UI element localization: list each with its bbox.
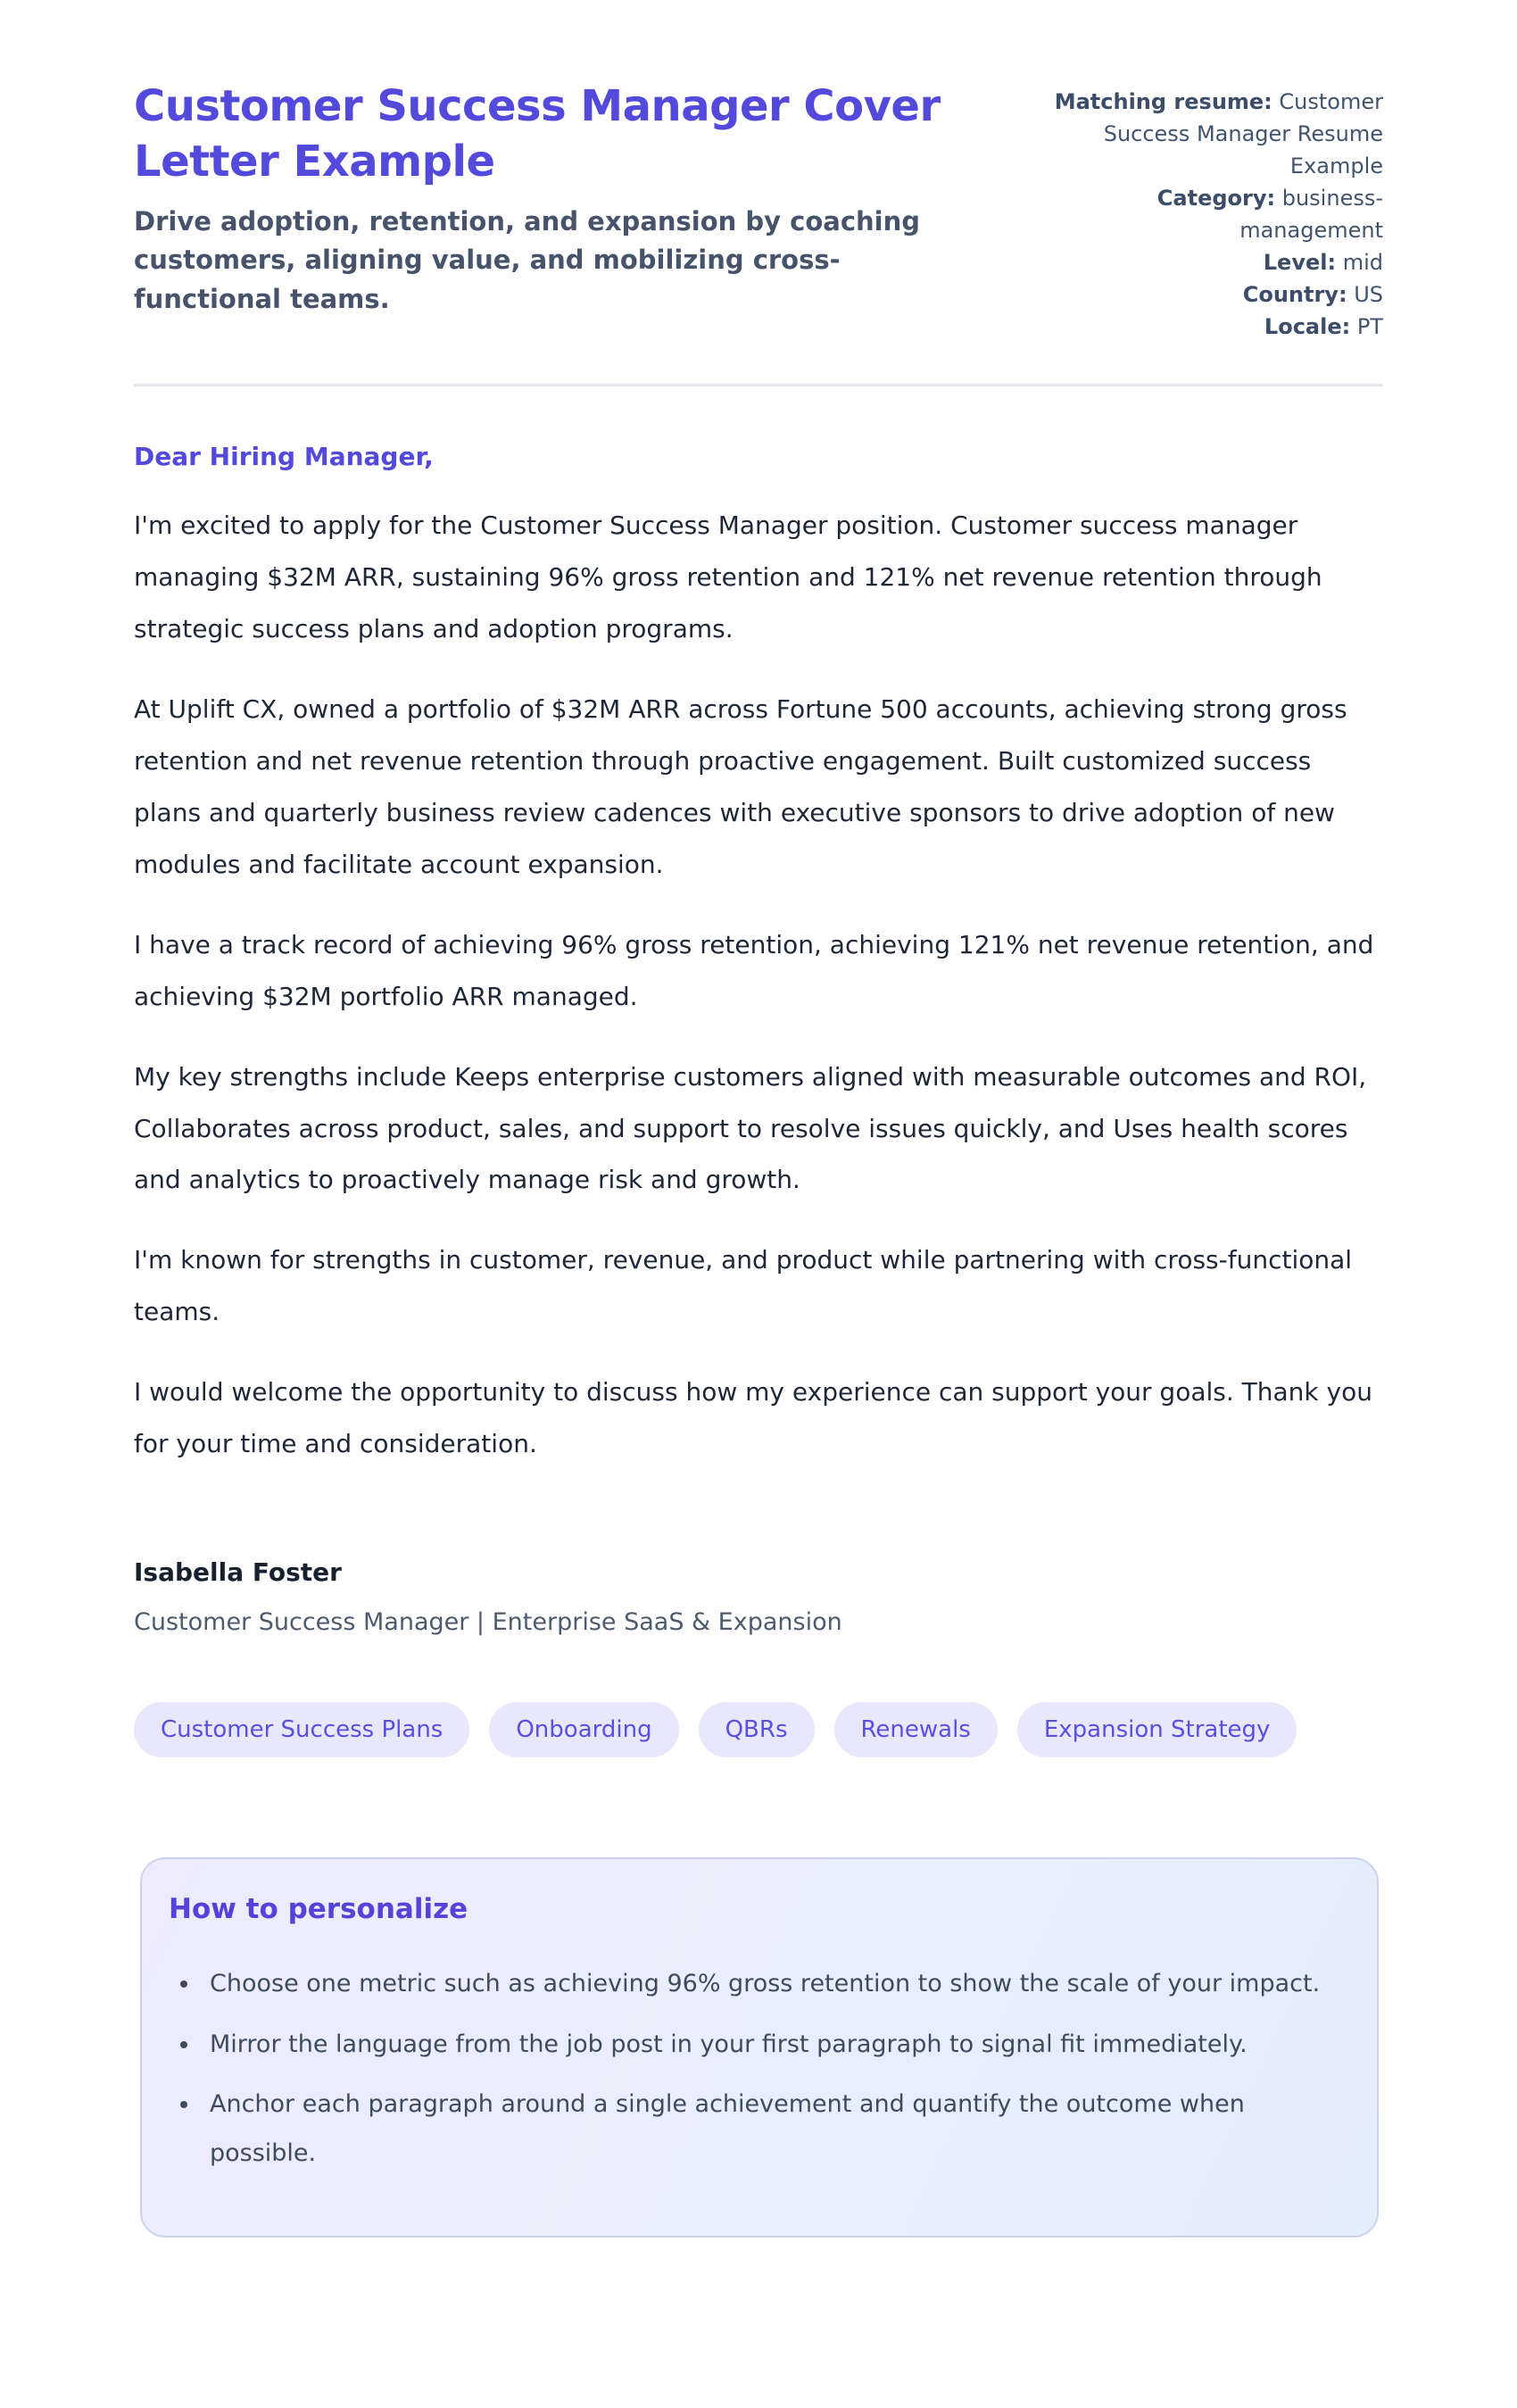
meta-label: Country: (1242, 282, 1347, 307)
personalize-heading: How to personalize (169, 1893, 468, 1926)
meta-value: mid (1342, 250, 1383, 275)
personalize-tip: • Choose one metric such as achieving 96% gross retention to show the scale of your impact. (201, 1959, 1338, 2008)
meta-value: PT (1356, 314, 1383, 339)
meta-value: Customer Success Manager Resume Example (1103, 89, 1383, 179)
signature-block (134, 1557, 1383, 1636)
personalize-tips-list (169, 1959, 1338, 2178)
meta-item (1017, 182, 1383, 246)
resume-meta (1017, 79, 1383, 343)
letter-paragraph: My key strengths include Keeps enterprise customers aligned with measurable outcomes and ROI, Collaborates across product, sales, and support to resolve issues quickly, and Uses health scores and analytics to proactively manage risk and growth. (134, 1061, 1367, 1195)
meta-value: US (1354, 282, 1383, 307)
meta-item (1017, 278, 1383, 311)
page-title: Customer Success Manager Cover Letter Example (134, 81, 941, 187)
tag-pill: Customer Success Plans (134, 1702, 469, 1757)
signature-role: Customer Success Manager | Enterprise SaaS & Expansion (134, 1608, 842, 1637)
meta-item (1017, 311, 1383, 343)
letter-paragraph: I'm excited to apply for the Customer Success Manager position. Customer success manager managing $32M ARR, sustaining 96% gross retention and 121% net revenue retention through strategic success plans and adoption programs. (134, 511, 1322, 644)
meta-label: Level: (1263, 250, 1337, 275)
letter-paragraph: I would welcome the opportunity to discuss how my experience can support your goals. Thank you for your time and consideration. (134, 1377, 1372, 1459)
page-header (134, 79, 1383, 343)
page-subtitle: Drive adoption, retention, and expansion by coaching customers, aligning value, and mobilizing cross-functional teams. (134, 205, 921, 314)
letter-body (134, 500, 1383, 1470)
signature-name: Isabella Foster (134, 1557, 342, 1588)
meta-label: Category: (1156, 186, 1276, 211)
letter-paragraph: I'm known for strengths in customer, revenue, and product while partnering with cross-functional teams. (134, 1245, 1353, 1327)
tags-list (134, 1702, 1383, 1757)
meta-label: Matching resume: (1054, 89, 1272, 114)
meta-label: Locale: (1264, 314, 1351, 339)
tag-pill: QBRs (699, 1702, 815, 1757)
letter-greeting: Dear Hiring Manager, (134, 442, 434, 471)
meta-item (1017, 246, 1383, 278)
personalize-tip: • Mirror the language from the job post in your first paragraph to signal fit immediately. (201, 2020, 1338, 2069)
tag-pill: Expansion Strategy (1017, 1702, 1297, 1757)
personalize-tip: • Anchor each paragraph around a single achievement and quantify the outcome when possible. (201, 2080, 1338, 2179)
letter-paragraph: At Uplift CX, owned a portfolio of $32M ARR across Fortune 500 accounts, achieving strong gross retention and net revenue retention through proactive engagement. Built customized success plans and quarterly business review cadences with executive sponsors to drive adoption of new modules and facilitate account expansion. (134, 693, 1347, 879)
personalize-card (140, 1857, 1379, 2237)
header-title-block (134, 79, 982, 319)
meta-item (1017, 86, 1383, 182)
tag-pill: Renewals (834, 1702, 998, 1757)
letter-paragraph: I have a track record of achieving 96% gross retention, achieving 121% net revenue retention, and achieving $32M portfolio ARR managed. (134, 929, 1374, 1011)
header-divider (134, 384, 1383, 386)
meta-value: business-management (1239, 186, 1383, 243)
tag-pill: Onboarding (489, 1702, 678, 1757)
